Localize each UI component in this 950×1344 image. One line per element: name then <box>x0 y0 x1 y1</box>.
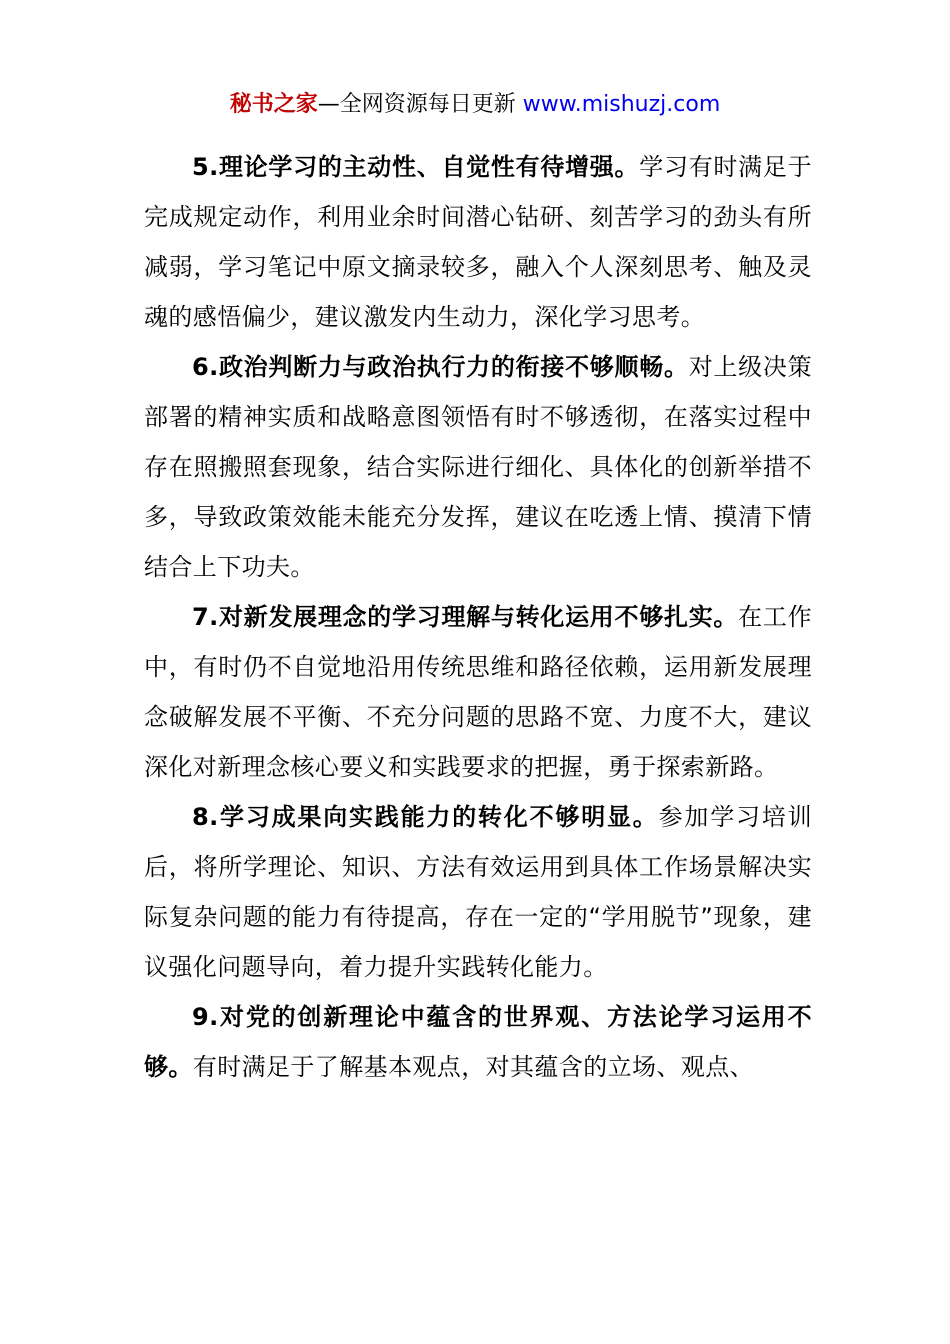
paragraph-heading: 5.理论学习的主动性、自觉性有待增强。 <box>192 153 640 181</box>
paragraph-heading: 6.政治判断力与政治执行力的衔接不够顺畅。 <box>192 353 689 381</box>
site-brand: 秘书之家 <box>229 92 318 117</box>
paragraph-text: 在工作中，有时仍不自觉地沿用传统思维和路径依赖，运用新发展理念破解发展不平衡、不充分问题的思路不宽、力度不大，建议深化对新理念核心要义和实践要求的把握，勇于探索新路。 <box>144 603 813 781</box>
paragraph-item-6 <box>144 342 812 592</box>
paragraph-item-9 <box>144 992 812 1092</box>
site-url-link[interactable]: www.mishuzj.com <box>522 92 721 117</box>
site-tagline: —全网资源每日更新 <box>317 92 523 117</box>
paragraph-item-8 <box>144 792 812 992</box>
paragraph-text: 有时满足于了解基本观点，对其蕴含的立场、观点、 <box>192 1053 755 1081</box>
site-header <box>0 90 950 120</box>
paragraph-item-7 <box>144 592 812 792</box>
paragraph-heading: 8.学习成果向实践能力的转化不够明显。 <box>192 803 659 831</box>
document-body <box>144 142 812 1092</box>
paragraph-heading: 7.对新发展理念的学习理解与转化运用不够扎实。 <box>192 603 739 631</box>
paragraph-heading: 9.对党的创新理论中蕴含的世界观、方法论学习运用不够。 <box>144 1003 812 1081</box>
paragraph-text: 对上级决策部署的精神实质和战略意图领悟有时不够透彻，在落实过程中存在照搬照套现象，结合实际进行细化、具体化的创新举措不多，导致政策效能未能充分发挥，建议在吃透上情、摸清下情结合上下功夫。 <box>144 353 812 581</box>
paragraph-text: 参加学习培训后，将所学理论、知识、方法有效运用到具体工作场景解决实际复杂问题的能力有待提高，存在一定的“学用脱节”现象，建议强化问题导向，着力提升实践转化能力。 <box>144 803 812 981</box>
paragraph-text: 学习有时满足于完成规定动作，利用业余时间潜心钻研、刻苦学习的劲头有所减弱，学习笔记中原文摘录较多，融入个人深刻思考、触及灵魂的感悟偏少，建议激发内生动力，深化学习思考。 <box>144 153 812 331</box>
paragraph-item-5 <box>144 142 812 342</box>
